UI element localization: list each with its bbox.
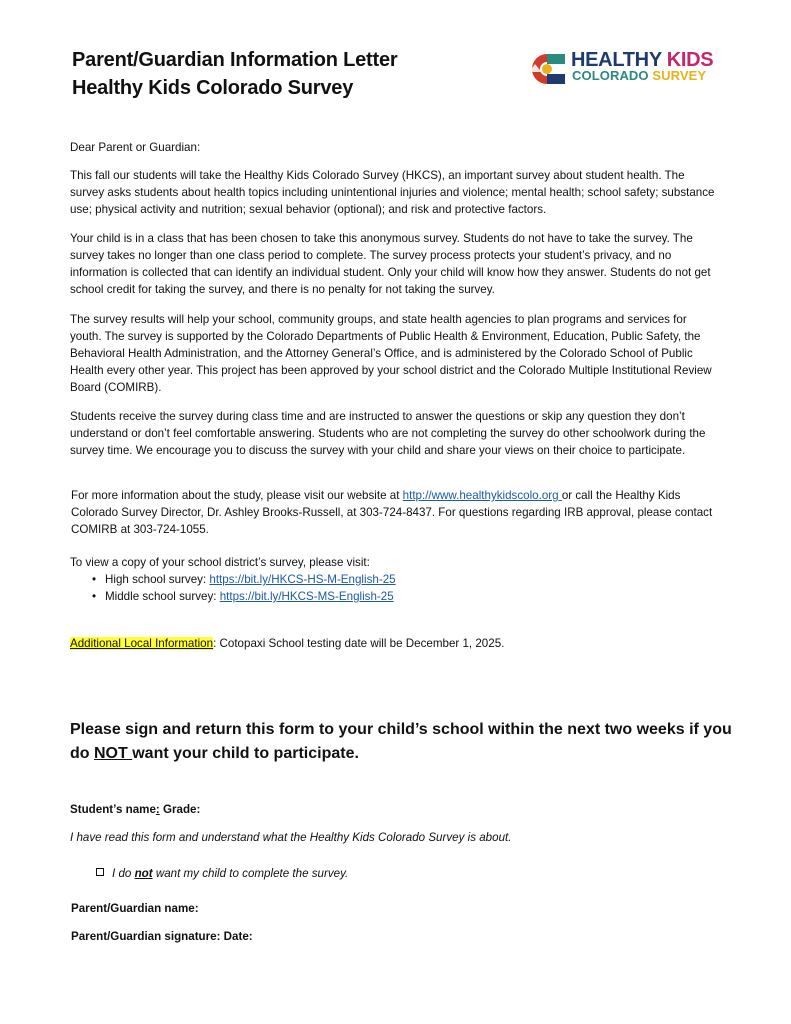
greeting: Dear Parent or Guardian: xyxy=(70,141,201,154)
paragraph-contact xyxy=(71,487,721,538)
checkbox-icon[interactable] xyxy=(96,868,104,876)
survey-links-intro: To view a copy of your school district’s survey, please visit: xyxy=(70,556,370,569)
survey-links-list xyxy=(70,571,720,605)
survey-links-section xyxy=(70,554,720,605)
opt-out-text-before: I do xyxy=(112,867,135,880)
parent-signature-field[interactable]: Parent/Guardian signature: Date: xyxy=(71,930,253,943)
high-school-survey-label: High school survey: xyxy=(105,573,210,586)
logo-word-healthy: HEALTHY xyxy=(571,49,662,71)
local-information xyxy=(70,635,720,652)
opt-out-heading xyxy=(70,718,750,766)
logo-word-survey: SURVEY xyxy=(652,68,707,83)
logo-bottom-line xyxy=(572,69,706,83)
student-name-colon: : xyxy=(155,803,160,816)
opt-out-heading-before: Please sign and return this form to your child’s school within the next two weeks if you do xyxy=(70,721,732,762)
website-link[interactable]: http://www.healthykidscolo.org xyxy=(402,489,562,502)
opt-out-text-not: not xyxy=(134,867,153,880)
paragraph-1: This fall our students will take the Healthy Kids Colorado Survey (HKCS), an important survey about student health. The survey asks students about health topics including unintentional injuries and violence; mental health; school safety; substance use; physical activity and nutrition; sexual behavior (optional); and risk and protective factors. xyxy=(70,169,715,216)
student-name-field[interactable] xyxy=(70,801,720,818)
healthy-kids-colorado-survey-logo xyxy=(527,50,727,86)
high-school-survey-link[interactable]: https://bit.ly/HKCS-HS-M-English-25 xyxy=(209,573,396,586)
student-name-label: Student’s name xyxy=(70,803,156,816)
local-information-label: Additional Local Information xyxy=(70,637,214,650)
page-title: Parent/Guardian Information Letter xyxy=(72,49,398,71)
middle-school-survey-link[interactable]: https://bit.ly/HKCS-MS-English-25 xyxy=(219,590,394,603)
contact-text-after: or call the Healthy Kids Colorado Survey Director, Dr. Ashley Brooks-Russell, at 303-724-8437. For questions regarding IRB approval, please contact COMIRB at 303-724-1055. xyxy=(71,489,713,536)
opt-out-text-after: want my child to complete the survey. xyxy=(152,867,349,880)
read-statement: I have read this form and understand what the Healthy Kids Colorado Survey is about. xyxy=(70,831,512,844)
parent-name-field[interactable]: Parent/Guardian name: xyxy=(71,902,199,915)
opt-out-checkbox-row[interactable] xyxy=(96,865,746,882)
paragraph-3: The survey results will help your school, community groups, and state health agencies to plan programs and services for youth. The survey is supported by the Colorado Departments of Public Health & Environment, Education, Public Safety, the Behavioral Health Administration, and the Attorney General’s Office, and is administered by the Colorado School of Public Health every other year. This project has been approved by your school district and the Colorado Multiple Institutional Review Board (COMIRB). xyxy=(70,313,712,394)
contact-text-before: For more information about the study, please visit our website at xyxy=(71,489,403,502)
list-item xyxy=(70,588,720,605)
colorado-flag-c-icon xyxy=(527,52,567,86)
opt-out-heading-after: want your child to participate. xyxy=(132,745,359,762)
logo-top-line xyxy=(571,50,713,70)
local-information-text: : Cotopaxi School testing date will be December 1, 2025. xyxy=(213,637,505,650)
title-block xyxy=(72,46,397,102)
middle-school-survey-label: Middle school survey: xyxy=(105,590,220,603)
opt-out-heading-not: NOT xyxy=(94,745,133,762)
grade-label: Grade: xyxy=(159,803,201,816)
list-item xyxy=(70,571,720,588)
page-subtitle: Healthy Kids Colorado Survey xyxy=(72,77,354,99)
paragraph-2: Your child is in a class that has been chosen to take this anonymous survey. Students do not have to take the survey. The survey takes no longer than one class period to complete. The survey process protects your student’s privacy, and no information is collected that can identify an individual student. Only your child will know how they answer. Students do not get school credit for taking the survey, and there is no penalty for not taking the survey. xyxy=(70,232,711,296)
paragraph-4: Students receive the survey during class time and are instructed to answer the questions or skip any question they don’t understand or don’t feel comfortable answering. Students who are not completing the survey do other schoolwork during the survey time. We encourage you to discuss the survey with your child and share your views on their choice to participate. xyxy=(70,410,706,457)
logo-word-colorado: COLORADO xyxy=(572,68,649,83)
logo-word-kids: KIDS xyxy=(666,49,714,71)
